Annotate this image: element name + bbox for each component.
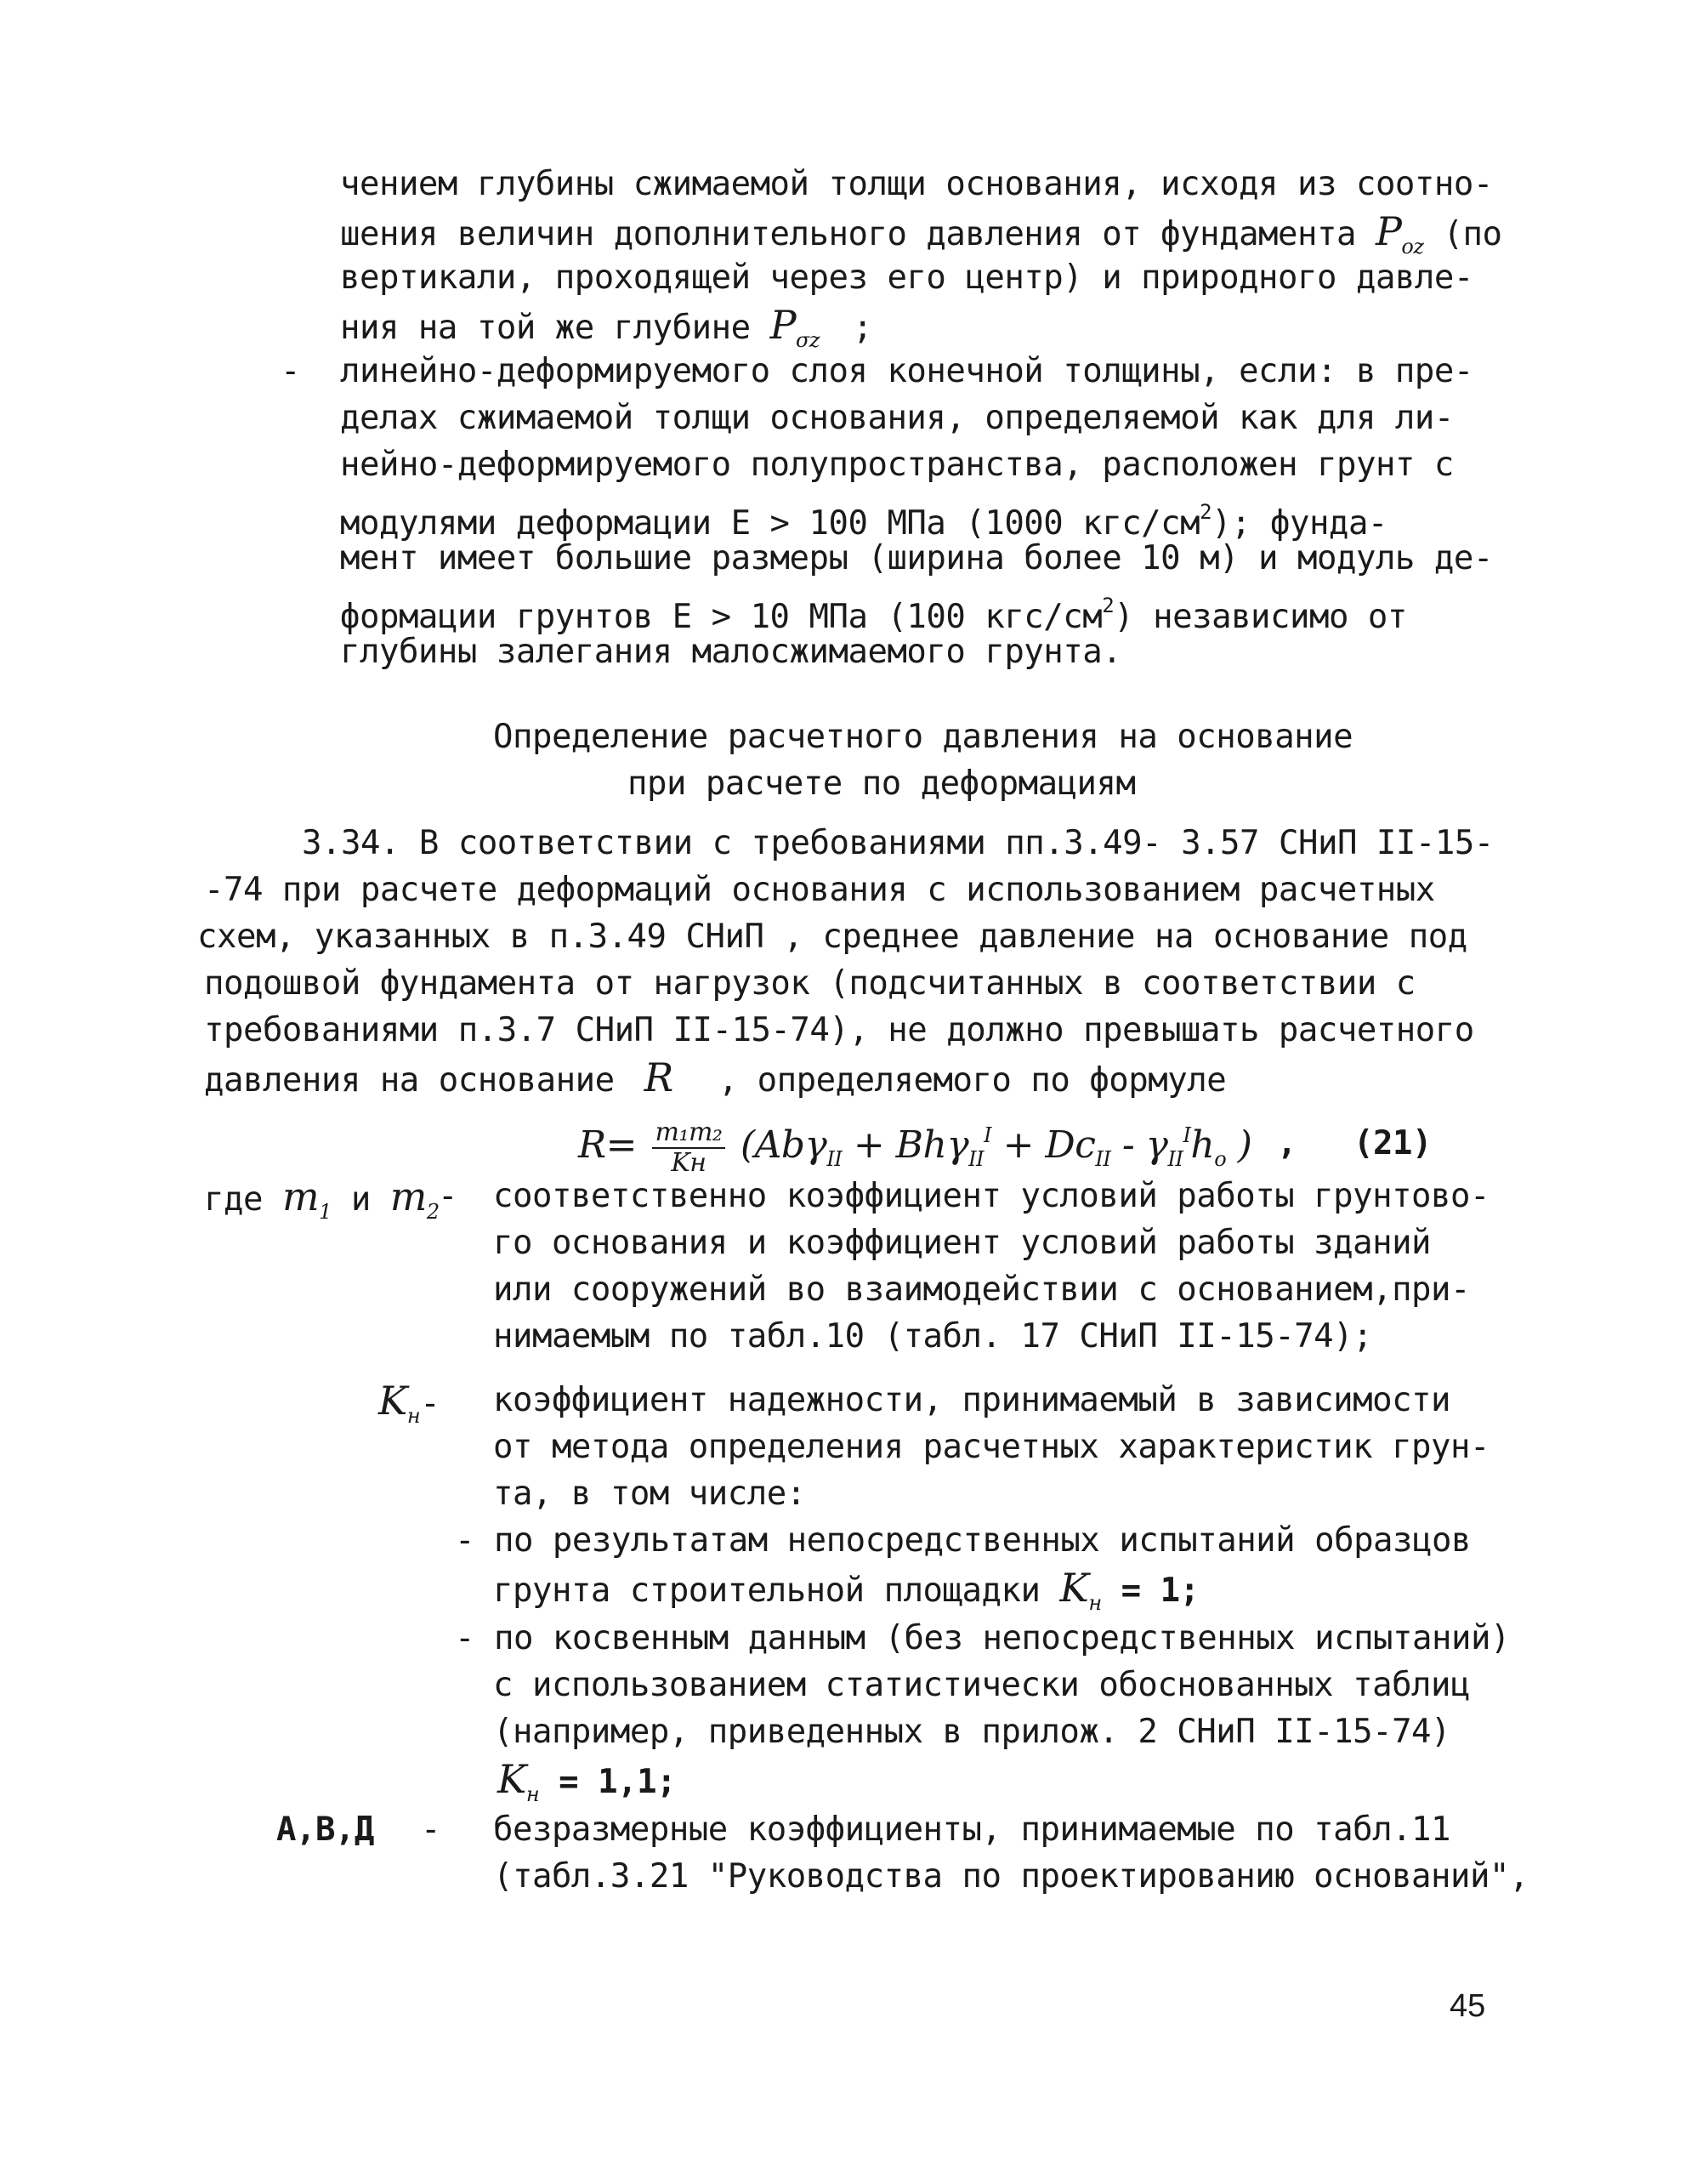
- bullet-line-6-tail: ) независимо от: [1114, 598, 1407, 636]
- para-line-4: подошвой фундамента от нагрузок (подсчитанных в соответствии с: [204, 964, 1416, 1003]
- para-line-1: 3.34. В соответствии с требованиями пп.3.49- 3.57 СНиП II-15-: [302, 824, 1494, 862]
- section-title-line-2: при расчете по деформациям: [627, 765, 1136, 803]
- bullet-line-1: линейно-деформируемого слоя конечной толщины, если: в пре-: [340, 352, 1473, 390]
- intro-line-2-tail: (по: [1443, 215, 1502, 253]
- m-line-1: соответственно коэффициент условий работы грунтово-: [493, 1177, 1490, 1215]
- formula-term-3: + $Dc_{II}$: [991, 1123, 1111, 1171]
- m-line-3: или сооружений во взаимодействии с основанием,при-: [493, 1270, 1470, 1309]
- bullet-line-7: глубины залегания малосжимаемого грунта.: [340, 633, 1122, 671]
- intro-line-1: чением глубины сжимаемой толщи основания, исходя из соотно-: [340, 165, 1493, 203]
- kn-line-2: от метода определения расчетных характеристик грун-: [493, 1428, 1490, 1466]
- bullet-line-5: мент имеет большие размеры (ширина более 10 м) и модуль де-: [340, 539, 1493, 577]
- abd-line-1: безразмерные коэффициенты, принимаемые по табл.11: [493, 1810, 1451, 1849]
- kn-symbol-2: $K_н$: [1059, 1565, 1102, 1615]
- and-word: и: [350, 1180, 371, 1219]
- p-sz-symbol: $P_{\sigma z}$: [769, 302, 820, 352]
- kn-symbol-3: $K_н$: [497, 1756, 540, 1806]
- where-label: [204, 1174, 440, 1235]
- kn-symbol: $K_н$: [378, 1378, 421, 1428]
- m2-symbol: $m_2$: [389, 1174, 440, 1224]
- m-dash: -: [438, 1177, 457, 1215]
- abd-label: А,В,Д: [276, 1810, 374, 1849]
- m-line-4: нимаемым по табл.10 (табл. 17 СНиП II-15-74);: [493, 1317, 1373, 1356]
- kn-case1-text: грунта строительной площадки: [493, 1572, 1041, 1610]
- section-title-line-1: Определение расчетного давления на основание: [493, 718, 1353, 756]
- para-line-6-text: давления на основание: [204, 1061, 615, 1100]
- para-line-2: -74 при расчете деформаций основания с использованием расчетных: [204, 871, 1435, 909]
- m1-symbol: $m_1$: [281, 1174, 332, 1224]
- bullet-line-4-text: модулями деформации E > 100 МПа (1000 кгс/см: [340, 504, 1200, 543]
- formula-term-1: (Abγ$_{II}$: [740, 1123, 843, 1171]
- kn-line-1: коэффициент надежности, принимаемый в зависимости: [493, 1381, 1451, 1419]
- formula-term-5: $h_o$: [1190, 1123, 1227, 1171]
- kn-case1-value: = 1;: [1121, 1572, 1200, 1610]
- bullet-line-2: делах сжимаемой толщи основания, определяемой как для ли-: [340, 399, 1454, 437]
- kn-label: [378, 1378, 440, 1439]
- abd-line-2: (табл.3.21 "Руководства по проектированию оснований",: [493, 1857, 1529, 1896]
- formula-frac-den: Kн: [671, 1147, 706, 1178]
- where-word: где: [204, 1180, 263, 1219]
- intro-line-4-tail: ;: [853, 309, 873, 347]
- kn-case1-line-1: - по результатам непосредственных испытаний образцов: [455, 1521, 1471, 1560]
- formula-term-2: + Bhγ$_{II}^I$: [842, 1123, 992, 1171]
- bullet-line-6-text: формации грунтов E > 10 МПа (100 кгс/см: [340, 598, 1103, 636]
- superscript-2b: 2: [1102, 594, 1115, 617]
- superscript-2: 2: [1200, 500, 1212, 524]
- p-oz-symbol: $P_{oz}$: [1375, 208, 1424, 259]
- para-line-5: требованиями п.3.7 СНиП II-15-74), не должно превышать расчетного: [204, 1011, 1474, 1049]
- formula-close: ): [1237, 1123, 1252, 1167]
- intro-line-4-text: ния на той же глубине: [340, 309, 751, 347]
- m-line-2: го основания и коэффициент условий работы зданий: [493, 1224, 1432, 1262]
- kn-case2-line-3: (например, приведенных в прилож. 2 СНиП II-15-74): [493, 1713, 1451, 1751]
- formula-frac-num: m₁m₂: [652, 1118, 726, 1149]
- formula-term-4: - $\gamma_{II}^I$: [1110, 1123, 1191, 1171]
- para-line-3: схем, указанных в п.3.49 СНиП , среднее давление на основание под: [197, 918, 1467, 956]
- kn-case2-line-1: - по косвенным данным (без непосредственных испытаний): [455, 1619, 1510, 1657]
- page-number: 45: [1450, 1988, 1486, 2024]
- para-line-6-tail: , определяемого по формуле: [718, 1061, 1227, 1100]
- formula-fraction: [652, 1118, 726, 1178]
- bullet-line-3: нейно-деформируемого полупространства, расположен грунт с: [340, 446, 1454, 484]
- formula-lhs: R=: [578, 1123, 637, 1167]
- kn-dash: -: [420, 1384, 440, 1423]
- bullet-dash: -: [281, 352, 300, 390]
- abd-dash: -: [421, 1810, 440, 1849]
- kn-line-3: та, в том числе:: [493, 1475, 806, 1513]
- formula-comma: ,: [1277, 1124, 1297, 1162]
- kn-case2-value: = 1,1;: [559, 1763, 677, 1801]
- formula-number: (21): [1353, 1124, 1432, 1162]
- intro-line-3: вертикали, проходящей через его центр) и природного давле-: [340, 259, 1473, 297]
- para-line-6: [204, 1054, 1226, 1104]
- r-symbol: R: [644, 1054, 673, 1100]
- kn-case2-line-2: с использованием статистически обоснованных таблиц: [493, 1666, 1470, 1704]
- intro-line-2-text: шения величин дополнительного давления от фундамента: [340, 215, 1356, 253]
- bullet-line-4-tail: ); фунда-: [1211, 504, 1387, 543]
